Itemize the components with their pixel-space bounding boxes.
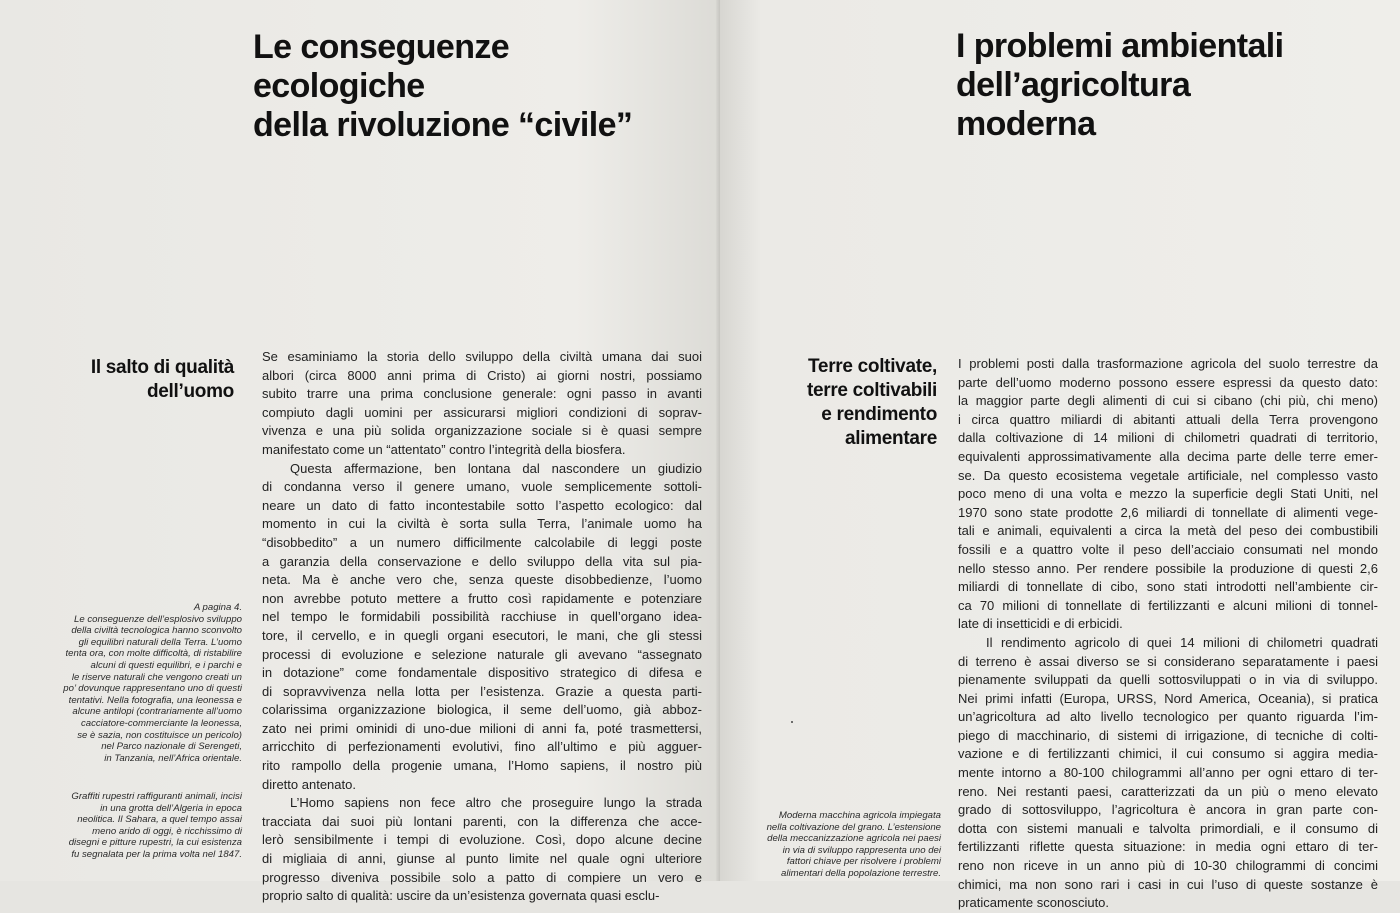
text-line: se è sazia, non costituisce un pericolo) (77, 729, 242, 741)
text-line: e rendimento (821, 404, 937, 425)
body-line: tore, il cervello, e in quegli organi esecutori, le mani, che gli stessi (262, 627, 702, 643)
body-line: nel tempo le formidabili possibilità racchiuse in quell’organo idea- (262, 609, 702, 625)
body-line: diretto antenato. (262, 776, 356, 792)
text-line: alcune antilopi (contrariamente all’uomo (72, 706, 242, 718)
body-line: praticamente sconosciuto. (958, 895, 1110, 911)
body-line: Questa affermazione, ben lontana dal nascondere un giudizio (290, 460, 702, 476)
body-line: “disobbedito” a un numero difficilmente calcolabile di leggi poste (262, 534, 702, 550)
body-line: piego di macchinario, di sistemi di irrigazione, di tecniche di colti- (958, 727, 1378, 743)
body-line: subito trarre una prima conclusione generale: ogni passo in avanti (262, 386, 702, 402)
body-line: se. Da questo ecosistema vegetale artificiale, nel complesso vasto (958, 467, 1378, 483)
photo-caption-tractor (767, 810, 941, 880)
paragraph (958, 355, 1378, 634)
text-line: Le conseguenze dell’esplosivo sviluppo (73, 613, 242, 625)
body-line: equivalenti approssimativamente alla decima parte delle terre emer- (958, 448, 1378, 464)
left-section-heading (91, 356, 234, 404)
body-line: nello stesso anno. Per rendere possibile la produzione di questi 2,6 (958, 560, 1378, 576)
text-line: nella coltivazione del grano. L’estensione (766, 821, 941, 833)
body-line: poco meno di una volta e mezzo la superficie degli Stati Uniti, nel (958, 486, 1378, 502)
body-line: L’Homo sapiens non fece altro che proseguire lungo la strada (290, 795, 702, 811)
body-line: di condanna verso il genere umano, vuole semplicemente sottoli- (262, 479, 702, 495)
body-line: di sopravvivenza nella lotta per l’esistenza. Grazie a questa parti- (262, 683, 702, 699)
body-line: miliardi di tonnellate di cibo, sono stati introdotti nell’ambiente cir- (958, 579, 1378, 595)
text-line: alcuni di questi equilibri, e i parchi e (90, 659, 242, 671)
body-line: proprio salto di qualità: uscire da un’esistenza governata quasi esclu- (262, 888, 660, 904)
body-line: vazione e di fertilizzanti chimici, il cui consumo si aggira media- (958, 746, 1378, 762)
body-line: tali e animali, equivalenti a circa la metà del peso dei combustibili (958, 523, 1378, 539)
body-line: un’agricoltura ad alto livello tecnologico per quanto riguarda l’im- (958, 709, 1378, 725)
body-line: rito rampollo della progenie umana, l’Homo sapiens, il nostro più (262, 758, 702, 774)
paragraph (262, 794, 702, 906)
body-line: neare un dato di fatto incontestabile sotto l’aspetto ecologico: dal (262, 497, 702, 513)
text-line: in via di sviluppo rappresenta uno dei (782, 844, 941, 856)
text-line: disegni e pitture rupestri, la cui esistenza (68, 837, 242, 849)
body-line: processi di evoluzione e selezione naturale gli avevano “assegnato (262, 646, 702, 662)
text-line: dell’uomo (146, 381, 234, 402)
body-line: Il rendimento agricolo di quei 14 milioni di chilometri quadrati (986, 634, 1378, 650)
body-line: ca 70 milioni di tonnellate di fertilizzanti e alcuni milioni di tonnel- (958, 597, 1378, 613)
right-section-heading (807, 355, 937, 451)
text-line: in Tanzania, nell’Africa orientale. (104, 752, 242, 764)
body-line: neta. Ma è anche vero che, senza queste disobbedienze, l’uomo (262, 572, 702, 588)
body-line: Nei primi infatti (Europa, URSS, Nord America, Oceania), si pratica (958, 690, 1378, 706)
body-line: 1970 sono state prodotte 2,6 miliardi di tonnellate di alimenti vege- (958, 504, 1378, 520)
body-line: non avrebbe potuto mettere a frutto così rapidamente e potenziare (262, 590, 702, 606)
body-line: vivenza e una più solida organizzazione sociale si è quasi sempre (262, 423, 702, 439)
body-line: pienamente sviluppati da quelli sottosviluppati o in via di sviluppo. (958, 672, 1378, 688)
text-line: fu segnalata per la prima volta nel 1847. (71, 848, 242, 860)
text-line: tentativi. Nella fotografia, una leonessa e (68, 694, 242, 706)
body-line: dalla coltivazione di 14 milioni di chilometri quadrati di territorio, (958, 430, 1378, 446)
right-body-text (958, 355, 1378, 913)
text-line: I problemi ambientali (956, 27, 1284, 65)
body-line: dotta con sistemi manuali e talvolta primordiali, e il consumo di (958, 820, 1378, 836)
body-line: manifestato come un “attentato” contro l’integrità della biosfera. (262, 441, 626, 457)
text-line: alimentare (844, 428, 937, 449)
text-line: Graffiti rupestri raffiguranti animali, incisi (71, 791, 242, 802)
body-line: fossili e a quattro volte il peso dell’acciaio consumati nel mondo (958, 541, 1378, 557)
body-line: di migliaia di anni, giunse al punto limite nel quale ogni ulteriore (262, 851, 702, 867)
text-line: meno arido di oggi, è ricchissimo di (92, 825, 242, 837)
photo-caption-graffiti (69, 791, 242, 861)
body-line: compiuto dagli uomini per assicurarsi migliori condizioni di soprav- (262, 404, 702, 420)
text-line: A pagina 4. (193, 602, 242, 613)
body-line: reno. Nei restanti paesi, caratterizzati da un più o meno elevato (958, 783, 1378, 799)
body-line: parte dell’uomo moderno possono essere espressi da questo dato: (958, 374, 1378, 390)
text-line: moderna (956, 105, 1096, 143)
text-line: gli equilibri naturali della Terra. L’uomo (78, 636, 242, 648)
text-line: in una grotta dell’Algeria in epoca (100, 802, 242, 814)
body-line: I problemi posti dalla trasformazione agricola del suolo terrestre da (958, 356, 1378, 371)
body-line: reno non riceve in un anno più di 10-30 chilogrammi di concimi (958, 858, 1378, 874)
text-line: po’ dovunque rappresentano uno di questi (63, 683, 242, 695)
body-line: i circa quattro miliardi di abitanti attuali della Terra provengono (958, 411, 1378, 427)
body-line: colarissima organizzazione biologica, il seme dell’uomo, già abboz- (262, 702, 702, 718)
body-line: di terreno è assai diverso se si considerano separatamente i paesi (958, 653, 1378, 669)
text-line: Le conseguenze (253, 28, 510, 66)
text-line: nel Parco nazionale di Serengeti, (101, 741, 242, 753)
body-line: momento in cui la civiltà è sorta sulla Terra, l’animale uomo ha (262, 516, 702, 532)
body-line: zato nei primi ominidi di uno-due milioni di anni fa, poté trasmettersi, (262, 720, 702, 736)
right-page (720, 0, 1400, 911)
paragraph (262, 348, 702, 460)
photo-caption-lioness (63, 602, 242, 764)
body-line: tracciata dai suoi più lontani parenti, con la differenza che acce- (262, 813, 702, 829)
body-line: la maggior parte degli alimenti di cui si cibano (chi più, chi meno) (958, 393, 1378, 409)
text-line: della rivoluzione “civile” (253, 106, 633, 144)
left-page-title (253, 28, 632, 145)
text-line: ecologiche (253, 67, 425, 105)
text-line: dell’agricoltura (956, 66, 1191, 104)
body-line: progresso diveniva possibile solo a patto di compiere un vero e (262, 869, 702, 885)
body-line: lerò sensibilmente i tempi di evoluzione. Così, dopo alcune decine (262, 832, 702, 848)
text-line: Moderna macchina agricola impiegata (778, 810, 941, 821)
text-line: terre coltivabili (806, 380, 937, 401)
text-line: le riserve naturali che vengono creati un (71, 671, 242, 683)
body-line: grado di sottosviluppo, l’agricoltura è ancora in gran parte con- (958, 802, 1378, 818)
body-line: albori (circa 8000 anni prima di Cristo) ai giorni nostri, possiamo (262, 367, 702, 383)
text-line: fattori chiave per risolvere i problemi (786, 856, 941, 868)
right-page-title (956, 27, 1283, 144)
body-line: arricchito di perfezionamenti evolutivi, fino all’ultimo e più agguer- (262, 739, 702, 755)
body-line: late di insetticidi e di erbicidi. (958, 616, 1123, 632)
paragraph (262, 460, 702, 795)
text-line: tenta ora, con molte difficoltà, di ristabilire (65, 648, 242, 660)
text-line: neolitica. Il Sahara, a quel tempo assai (77, 814, 242, 826)
body-line: chimici, ma non sono rari i casi in cui l’uso di queste sostanze è (958, 876, 1378, 892)
text-line: Terre coltivate, (808, 356, 937, 377)
text-line: alimentari della popolazione terrestre. (781, 867, 941, 879)
text-line: cacciatore-commerciante la leonessa, (80, 717, 242, 729)
body-line: fertilizzanti riflette questa situazione: in media ogni ettaro di ter- (958, 839, 1378, 855)
paragraph (958, 634, 1378, 913)
body-line: mente intorno a 80-100 chilogrammi all’anno per ogni ettaro di ter- (958, 765, 1378, 781)
print-speck (791, 721, 793, 723)
body-line: Se esaminiamo la storia dello sviluppo della civiltà umana dai suoi (262, 349, 702, 364)
text-line: della meccanizzazione agricola nei paesi (767, 833, 941, 845)
text-line: Il salto di qualità (90, 357, 234, 378)
body-line: a garanzia della conservazione e dello sviluppo della vita sul pia- (262, 553, 702, 569)
left-body-text (262, 348, 702, 906)
body-line: in dotazione” come fondamentale dispositivo strategico di difesa e (262, 665, 702, 681)
text-line: della civiltà tecnologica hanno sconvolto (71, 625, 242, 637)
